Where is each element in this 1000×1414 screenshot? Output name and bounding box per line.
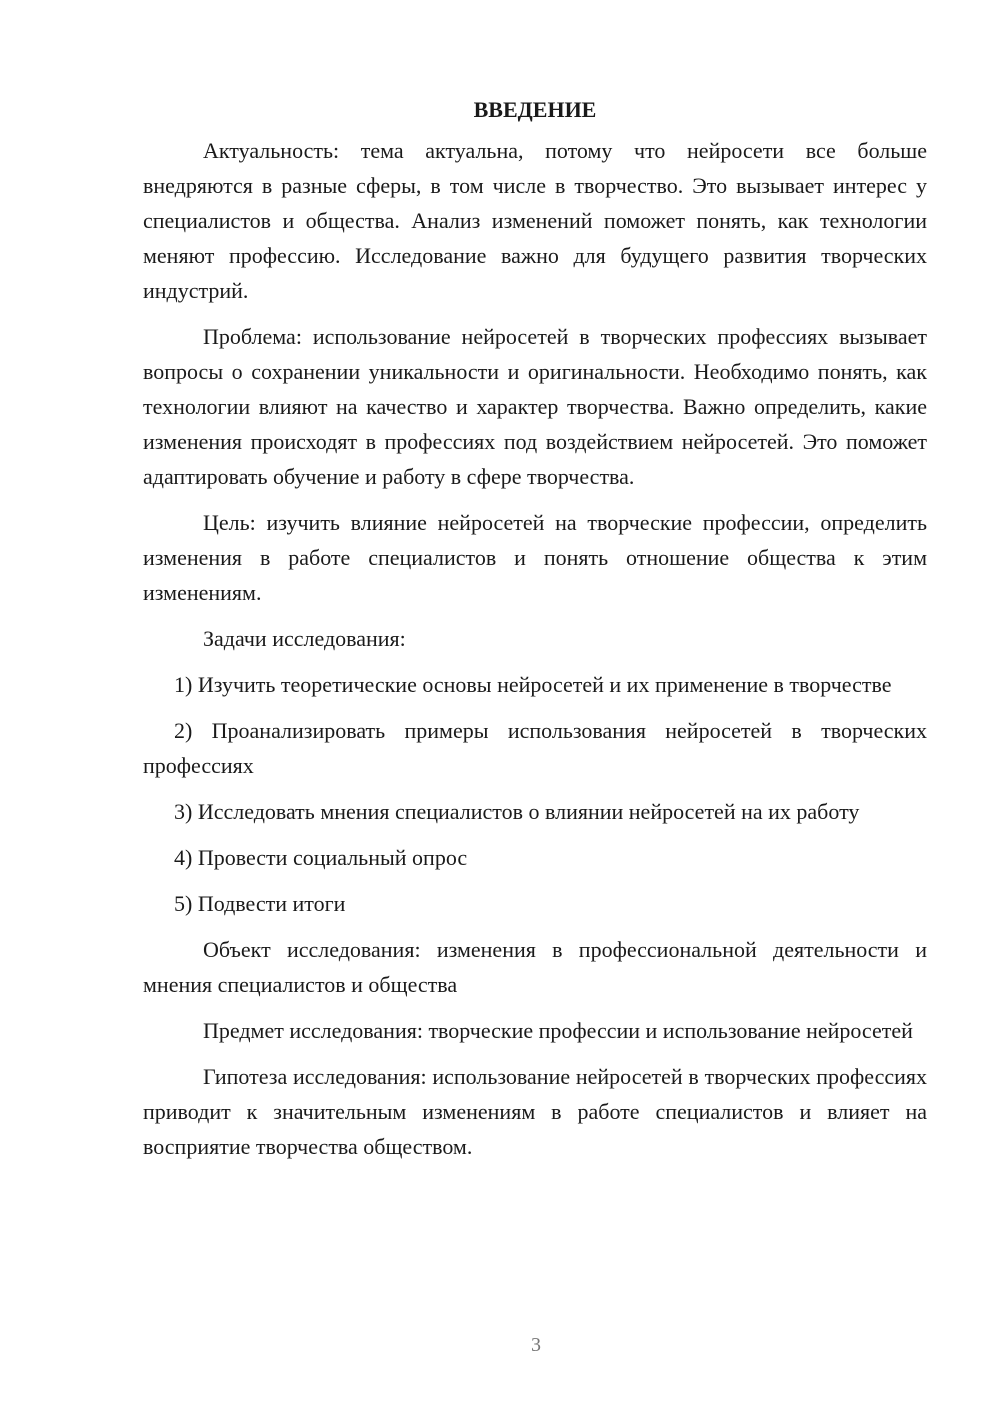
task-item-1: 1) Изучить теоретические основы нейросетей и их применение в творчестве	[174, 672, 892, 697]
problem-paragraph: Проблема: использование нейросетей в творческих профессиях вызывает вопросы о сохранении уникальности и оригинальности. Необходимо понять, как технологии влияют на качество и характер творчества. Важно определить, какие изменения происходят в профессиях под воздействием нейросетей. Это поможет адаптировать обучение и работу в сфере творчества.	[143, 324, 927, 489]
subject-paragraph: Предмет исследования: творческие профессии и использование нейросетей	[203, 1018, 913, 1043]
tasks-heading: Задачи исследования:	[203, 626, 406, 651]
page-number: 3	[531, 1334, 541, 1356]
object-paragraph: Объект исследования: изменения в профессиональной деятельности и мнения специалистов и общества	[143, 937, 927, 997]
hypothesis-paragraph: Гипотеза исследования: использование нейросетей в творческих профессиях приводит к значительным изменениям в работе специалистов и влияет на восприятие творчества обществом.	[143, 1064, 927, 1159]
task-item-4: 4) Провести социальный опрос	[174, 845, 468, 870]
section-title: ВВЕДЕНИЕ	[473, 97, 597, 122]
page-content	[143, 92, 927, 1175]
task-item-3: 3) Исследовать мнения специалистов о влиянии нейросетей на их работу	[174, 799, 860, 824]
task-item-5: 5) Подвести итоги	[174, 891, 346, 916]
relevance-paragraph: Актуальность: тема актуальна, потому что нейросети все больше внедряются в разные сферы, в том числе в творчество. Это вызывает интерес у специалистов и общества. Анализ изменений поможет понять, как технологии меняют профессию. Исследование важно для будущего развития творческих индустрий.	[143, 138, 927, 303]
goal-paragraph: Цель: изучить влияние нейросетей на творческие профессии, определить изменения в работе специалистов и понять отношение общества к этим изменениям.	[143, 510, 927, 605]
task-item-2: 2) Проанализировать примеры использования нейросетей в творческих профессиях	[143, 718, 927, 778]
